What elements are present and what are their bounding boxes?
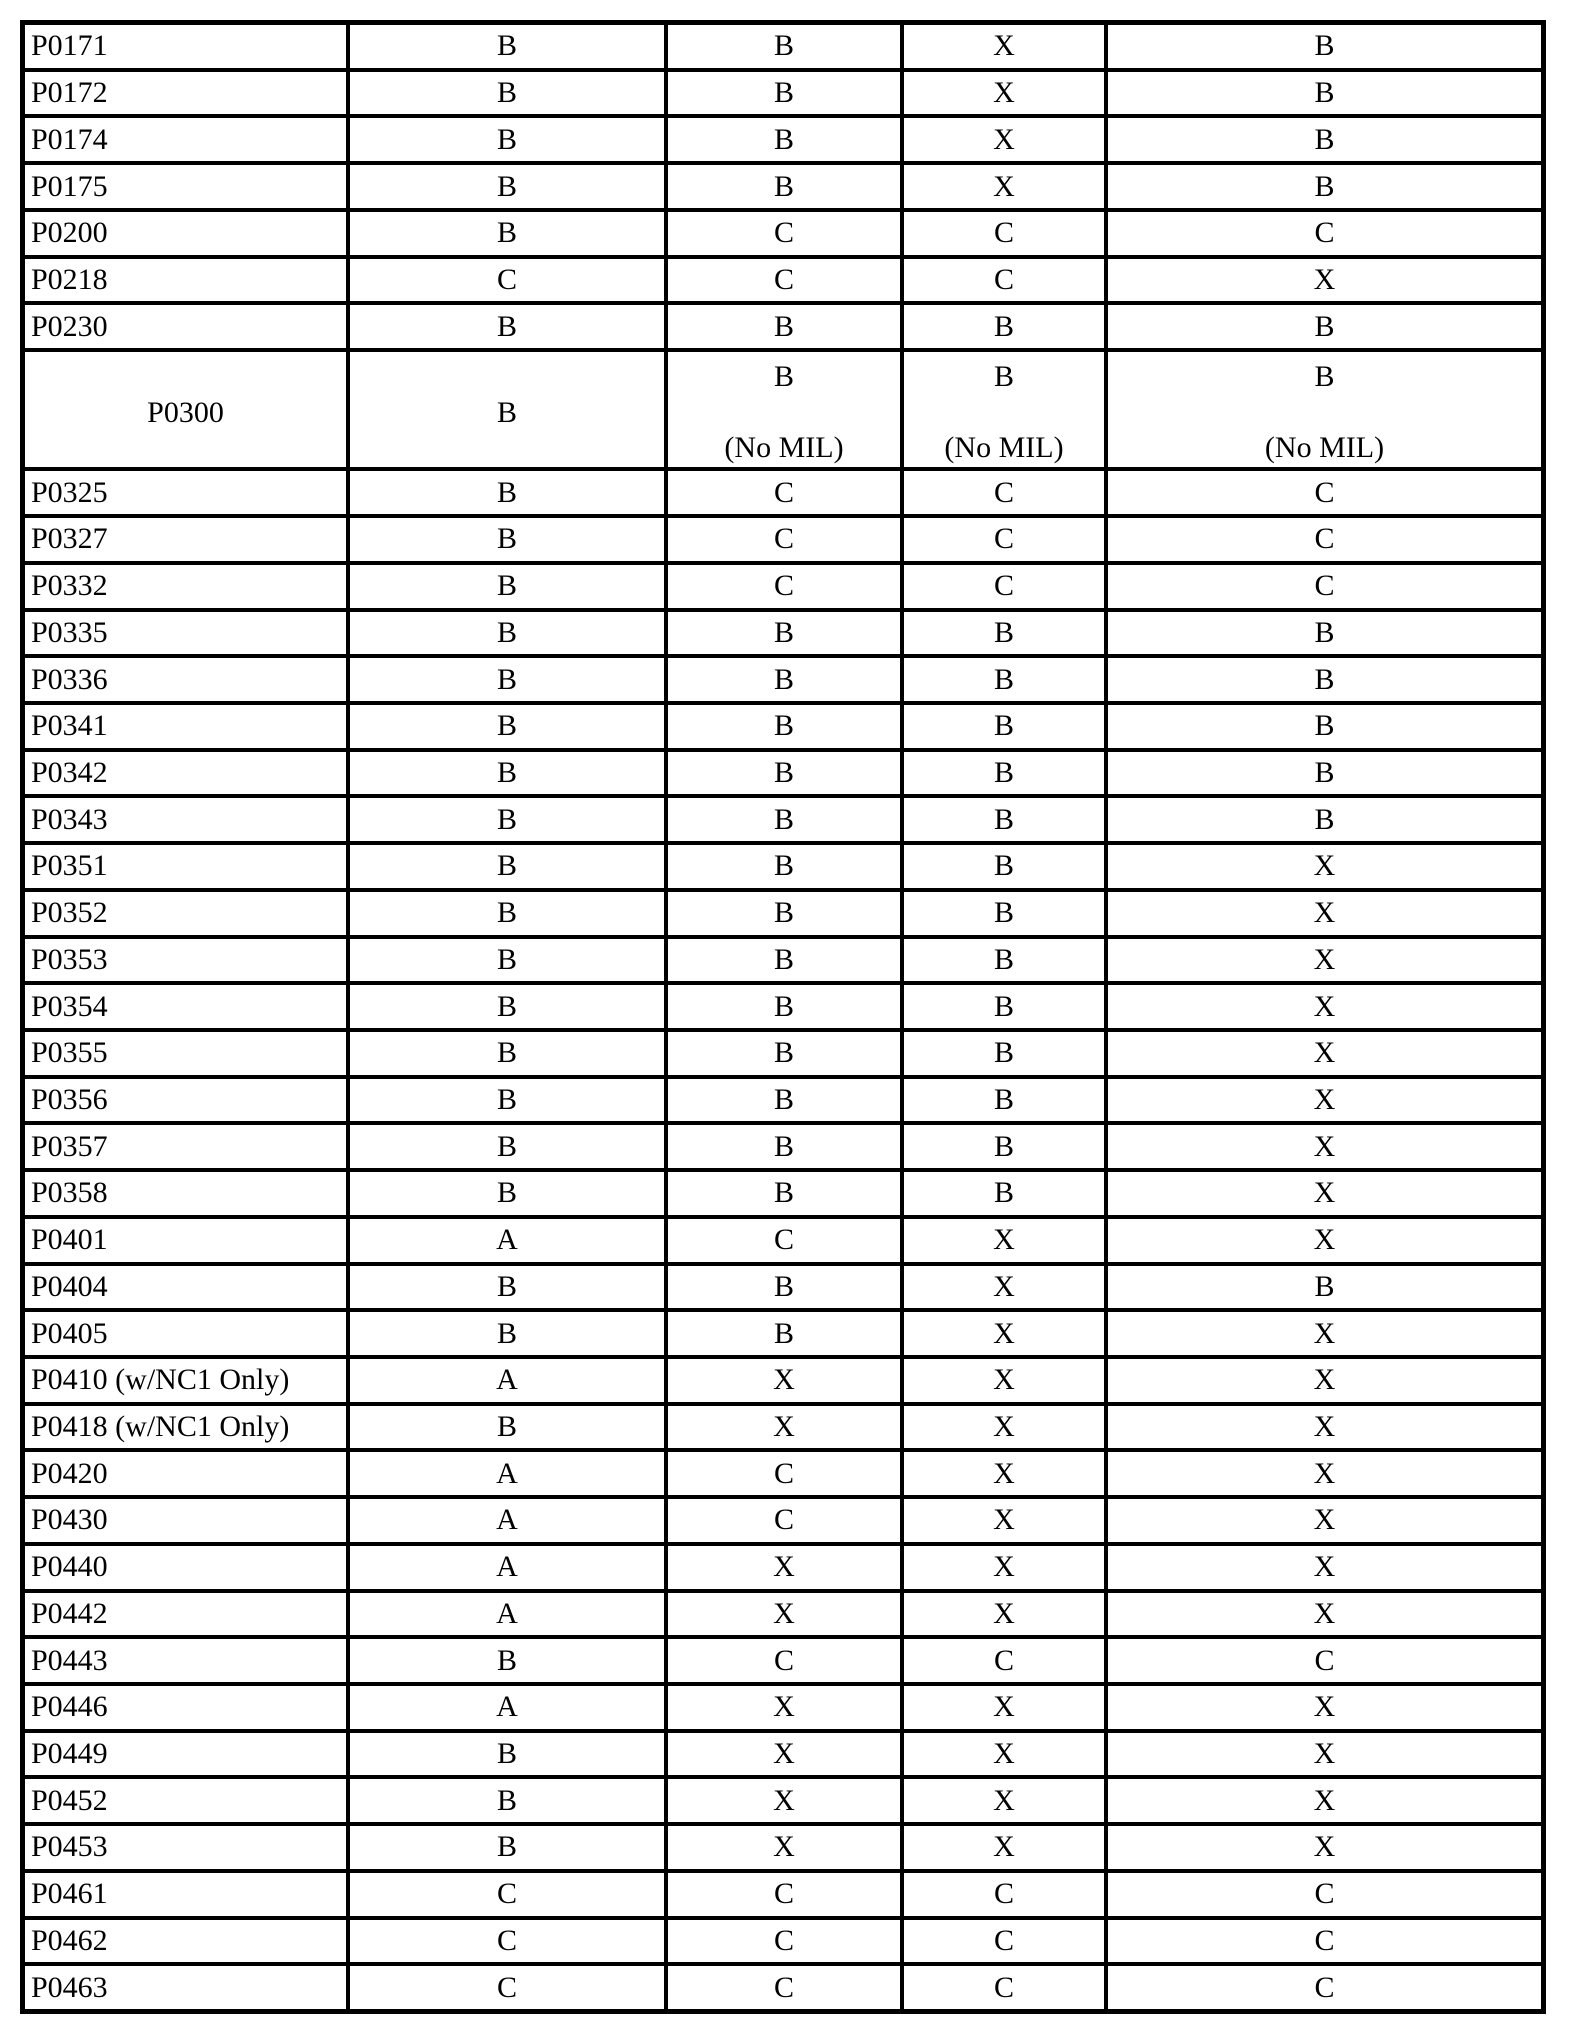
value-cell-col3: B [904, 305, 1104, 348]
value-cell-col3: X [904, 1266, 1104, 1309]
value-cell-col1: B [350, 212, 664, 255]
value-cell-col1: B [350, 1266, 664, 1309]
value-text: B [993, 360, 1014, 394]
value-cell-col1: B [350, 518, 664, 561]
value-cell-col3: X [904, 1593, 1104, 1636]
value-cell-col2: B [668, 1032, 900, 1075]
value-cell-col4: X [1108, 1779, 1541, 1822]
value-cell-col3: C [904, 1966, 1104, 2009]
row-code-cell: P0353 [25, 939, 346, 982]
value-cell-col3: X [904, 1499, 1104, 1542]
value-cell-col4: X [1108, 1546, 1541, 1589]
value-cell-col3: C [904, 471, 1104, 514]
row-code-cell: P0443 [25, 1639, 346, 1682]
value-cell-col1: B [350, 305, 664, 348]
value-cell-col1: C [350, 1966, 664, 2009]
value-cell-col4: B [1108, 658, 1541, 701]
value-cell-col3: B [904, 845, 1104, 888]
row-code-cell: P0452 [25, 1779, 346, 1822]
value-cell-col2: X [668, 1406, 900, 1449]
value-cell-col2: B [668, 845, 900, 888]
row-code-cell: P0355 [25, 1032, 346, 1075]
value-cell-col1: B [350, 165, 664, 208]
value-cell-col3: C [904, 1920, 1104, 1963]
value-cell-col2: B [668, 612, 900, 655]
value-cell-col3: C [904, 518, 1104, 561]
no-mil-note: (No MIL) [1264, 431, 1385, 465]
row-code-cell: P0354 [25, 985, 346, 1028]
no-mil-note: (No MIL) [724, 431, 844, 465]
row-code-cell: P0420 [25, 1452, 346, 1495]
value-cell-col4: C [1108, 518, 1541, 561]
value-cell-col1: B [350, 352, 664, 467]
value-cell-col4: X [1108, 1172, 1541, 1215]
value-cell-col3: B [904, 658, 1104, 701]
row-code-cell: P0325 [25, 471, 346, 514]
value-cell-col2: B [668, 1172, 900, 1215]
value-cell-col4: X [1108, 1452, 1541, 1495]
value-cell-col1: B [350, 1172, 664, 1215]
value-cell-col4: B [1108, 1266, 1541, 1309]
row-code-cell: P0300 [25, 352, 346, 467]
value-cell-col1: B [350, 752, 664, 795]
value-cell-col2: B [668, 939, 900, 982]
value-cell-col2: C [668, 1452, 900, 1495]
value-cell-col4: X [1108, 939, 1541, 982]
value-cell-col3: X [904, 1219, 1104, 1262]
value-cell-col4: B [1108, 752, 1541, 795]
row-code-cell: P0327 [25, 518, 346, 561]
value-cell-col4: C [1108, 212, 1541, 255]
row-code-cell: P0410 (w/NC1 Only) [25, 1359, 346, 1402]
value-cell-col3: C [904, 565, 1104, 608]
row-code-cell: P0453 [25, 1826, 346, 1869]
value-cell-col2: B [668, 892, 900, 935]
row-code-cell: P0463 [25, 1966, 346, 2009]
row-code-cell: P0335 [25, 612, 346, 655]
value-cell-col2 [668, 352, 900, 467]
value-cell-col3: X [904, 1312, 1104, 1355]
value-cell-col4: B [1108, 305, 1541, 348]
row-code-cell: P0357 [25, 1125, 346, 1168]
value-cell-col3: C [904, 212, 1104, 255]
value-cell-col4: B [1108, 25, 1541, 68]
row-code-cell: P0351 [25, 845, 346, 888]
value-cell-col1: C [350, 1920, 664, 1963]
row-code-cell: P0172 [25, 72, 346, 115]
value-cell-col3: B [904, 1079, 1104, 1122]
value-cell-col4: B [1108, 72, 1541, 115]
value-cell-col1: B [350, 705, 664, 748]
value-cell-col3: B [904, 752, 1104, 795]
value-cell-col1: B [350, 1733, 664, 1776]
value-cell-col2: C [668, 1873, 900, 1916]
value-cell-col4: C [1108, 1639, 1541, 1682]
value-cell-col3: X [904, 1686, 1104, 1729]
value-cell-col1: C [350, 1873, 664, 1916]
value-cell-col2: B [668, 1266, 900, 1309]
value-cell-col2: X [668, 1546, 900, 1589]
value-cell-col4: B [1108, 798, 1541, 841]
value-cell-col1: B [350, 1125, 664, 1168]
value-cell-col1: B [350, 985, 664, 1028]
value-cell-col3: C [904, 1639, 1104, 1682]
value-cell-col4: X [1108, 892, 1541, 935]
row-code-cell: P0401 [25, 1219, 346, 1262]
value-cell-col4: X [1108, 1125, 1541, 1168]
value-cell-col1: B [350, 658, 664, 701]
value-cell-col1: B [350, 1639, 664, 1682]
value-cell-col1: B [350, 1826, 664, 1869]
value-cell-col2: C [668, 565, 900, 608]
value-cell-col1: B [350, 939, 664, 982]
row-code-cell: P0230 [25, 305, 346, 348]
value-cell-col2: X [668, 1779, 900, 1822]
value-cell-col2: B [668, 1312, 900, 1355]
no-mil-note: (No MIL) [944, 431, 1064, 465]
row-code-cell: P0358 [25, 1172, 346, 1215]
value-cell-col2: B [668, 658, 900, 701]
value-cell-col4: X [1108, 1359, 1541, 1402]
value-cell-col3: X [904, 1452, 1104, 1495]
value-cell-col4: X [1108, 1406, 1541, 1449]
value-text: B [773, 360, 794, 394]
value-cell-col4: X [1108, 845, 1541, 888]
value-cell-col4: C [1108, 1873, 1541, 1916]
value-cell-col2: B [668, 752, 900, 795]
row-code-cell: P0430 [25, 1499, 346, 1542]
value-cell-col1: B [350, 845, 664, 888]
value-cell-col1: B [350, 565, 664, 608]
value-cell-col4 [1108, 352, 1541, 467]
value-cell-col4: X [1108, 985, 1541, 1028]
value-cell-col2: C [668, 212, 900, 255]
value-cell-col3: B [904, 705, 1104, 748]
value-cell-col3: B [904, 1172, 1104, 1215]
value-cell-col3: X [904, 1359, 1104, 1402]
value-cell-col2: X [668, 1686, 900, 1729]
value-cell-col2: C [668, 1219, 900, 1262]
row-code-cell: P0356 [25, 1079, 346, 1122]
value-cell-col1: A [350, 1359, 664, 1402]
value-cell-col4: X [1108, 1219, 1541, 1262]
row-code-cell: P0171 [25, 25, 346, 68]
value-cell-col2: X [668, 1359, 900, 1402]
row-code-cell: P0442 [25, 1593, 346, 1636]
value-cell-col2: B [668, 985, 900, 1028]
row-code-cell: P0174 [25, 118, 346, 161]
row-code-cell: P0418 (w/NC1 Only) [25, 1406, 346, 1449]
value-cell-col1: B [350, 612, 664, 655]
value-cell-col2: C [668, 1966, 900, 2009]
value-cell-col3: X [904, 25, 1104, 68]
value-cell-col1: A [350, 1452, 664, 1495]
value-cell-col4: C [1108, 565, 1541, 608]
value-cell-col3: X [904, 165, 1104, 208]
value-cell-col3: X [904, 1826, 1104, 1869]
value-cell-col2: C [668, 1499, 900, 1542]
row-code-cell: P0404 [25, 1266, 346, 1309]
value-cell-col2: B [668, 798, 900, 841]
value-cell-col2: B [668, 25, 900, 68]
value-cell-col1: B [350, 471, 664, 514]
value-cell-col2: B [668, 705, 900, 748]
value-cell-col1: B [350, 72, 664, 115]
value-cell-col2: B [668, 1079, 900, 1122]
value-cell-col3: C [904, 1873, 1104, 1916]
value-cell-col3: B [904, 939, 1104, 982]
row-code-cell: P0449 [25, 1733, 346, 1776]
value-cell-col4: C [1108, 1920, 1541, 1963]
value-cell-col4: X [1108, 1686, 1541, 1729]
row-code-cell: P0446 [25, 1686, 346, 1729]
value-cell-col4: C [1108, 471, 1541, 514]
value-cell-col1: B [350, 798, 664, 841]
value-cell-col2: C [668, 518, 900, 561]
value-cell-col2: B [668, 72, 900, 115]
value-cell-col3: B [904, 892, 1104, 935]
value-cell-col1: A [350, 1593, 664, 1636]
value-cell-col3: X [904, 118, 1104, 161]
value-cell-col3: C [904, 259, 1104, 302]
value-cell-col3: B [904, 798, 1104, 841]
row-code-cell: P0218 [25, 259, 346, 302]
value-cell-col4: X [1108, 1032, 1541, 1075]
value-cell-col4: X [1108, 1312, 1541, 1355]
value-cell-col4: B [1108, 612, 1541, 655]
value-cell-col2: C [668, 471, 900, 514]
value-cell-col2: B [668, 305, 900, 348]
value-cell-col2: X [668, 1826, 900, 1869]
value-cell-col4: X [1108, 1826, 1541, 1869]
row-code-cell: P0200 [25, 212, 346, 255]
value-cell-col4: X [1108, 1499, 1541, 1542]
value-cell-col3: B [904, 612, 1104, 655]
value-cell-col4: X [1108, 1593, 1541, 1636]
value-cell-col4: X [1108, 259, 1541, 302]
value-cell-col2: C [668, 1920, 900, 1963]
value-cell-col3: B [904, 1125, 1104, 1168]
value-cell-col4: B [1108, 705, 1541, 748]
value-cell-col1: B [350, 1779, 664, 1822]
value-cell-col2: X [668, 1593, 900, 1636]
value-cell-col1: A [350, 1546, 664, 1589]
value-cell-col3: B [904, 985, 1104, 1028]
row-code-cell: P0336 [25, 658, 346, 701]
value-cell-col3: X [904, 72, 1104, 115]
value-cell-col2: B [668, 1125, 900, 1168]
value-cell-col3: X [904, 1546, 1104, 1589]
row-code-cell: P0462 [25, 1920, 346, 1963]
value-cell-col3: X [904, 1733, 1104, 1776]
value-cell-col1: C [350, 259, 664, 302]
row-code-cell: P0332 [25, 565, 346, 608]
value-cell-col3: X [904, 1779, 1104, 1822]
value-cell-col1: B [350, 1032, 664, 1075]
value-cell-col3: B [904, 1032, 1104, 1075]
value-cell-col2: C [668, 259, 900, 302]
row-code-cell: P0341 [25, 705, 346, 748]
value-cell-col4: X [1108, 1079, 1541, 1122]
dtc-table [20, 20, 1546, 2014]
value-cell-col2: B [668, 118, 900, 161]
value-cell-col1: B [350, 1079, 664, 1122]
value-cell-col1: B [350, 892, 664, 935]
value-cell-col1: B [350, 1406, 664, 1449]
value-cell-col4: B [1108, 118, 1541, 161]
row-code-cell: P0461 [25, 1873, 346, 1916]
value-text: B [1314, 360, 1335, 394]
row-code-cell: P0343 [25, 798, 346, 841]
value-cell-col1: A [350, 1499, 664, 1542]
row-code-cell: P0405 [25, 1312, 346, 1355]
value-cell-col1: B [350, 118, 664, 161]
row-code-cell: P0342 [25, 752, 346, 795]
row-code-cell: P0440 [25, 1546, 346, 1589]
value-cell-col1: B [350, 1312, 664, 1355]
value-cell-col3 [904, 352, 1104, 467]
value-cell-col1: B [350, 25, 664, 68]
value-cell-col1: A [350, 1686, 664, 1729]
row-code-cell: P0352 [25, 892, 346, 935]
value-cell-col3: X [904, 1406, 1104, 1449]
value-cell-col4: C [1108, 1966, 1541, 2009]
value-cell-col1: A [350, 1219, 664, 1262]
row-code-cell: P0175 [25, 165, 346, 208]
value-cell-col2: B [668, 165, 900, 208]
value-cell-col4: X [1108, 1733, 1541, 1776]
value-cell-col2: C [668, 1639, 900, 1682]
value-cell-col2: X [668, 1733, 900, 1776]
value-cell-col4: B [1108, 165, 1541, 208]
